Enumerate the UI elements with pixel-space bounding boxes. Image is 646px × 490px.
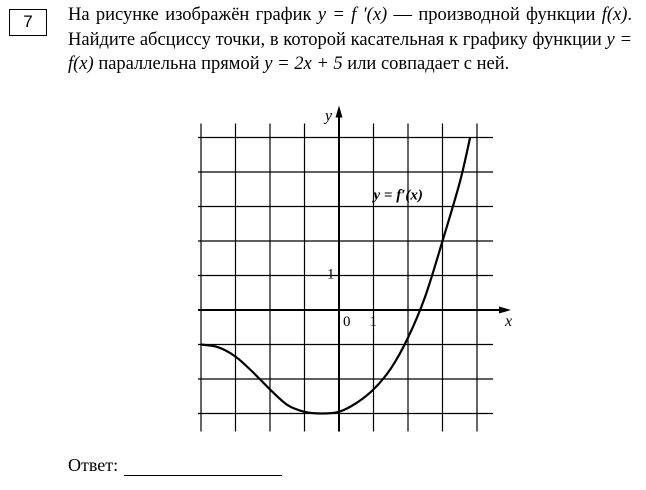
task-number: 7	[9, 9, 47, 36]
origin-label: 0	[343, 314, 351, 330]
text-part: На рисунке изображён график	[68, 5, 318, 25]
text-part: параллельна прямой	[93, 54, 265, 74]
text-part: или совпадает с ней.	[342, 54, 510, 74]
answer-field[interactable]	[124, 457, 282, 476]
x-axis-label: x	[505, 313, 513, 330]
derivative-chart	[190, 105, 513, 440]
answer-area	[68, 455, 282, 476]
text-part: . Найдите абсциссу точки, в которой касательная к графику функции	[68, 5, 633, 50]
formula-function: f(x)	[601, 5, 628, 25]
formula-derivative: y = f ′(x)	[317, 5, 388, 25]
y-axis-label: y	[325, 107, 333, 125]
x-tick-label: 1	[369, 314, 377, 330]
problem-text	[68, 3, 632, 77]
answer-label: Ответ:	[68, 455, 119, 475]
y-tick-label: 1	[327, 266, 335, 283]
curve-label: y = f′(x)	[373, 187, 423, 204]
text-part: — производной функции	[387, 5, 602, 25]
formula-line: y = 2x + 5	[264, 54, 343, 74]
formula-graph: y = f(x)	[68, 29, 632, 74]
y-axis-arrow-icon	[336, 106, 343, 118]
